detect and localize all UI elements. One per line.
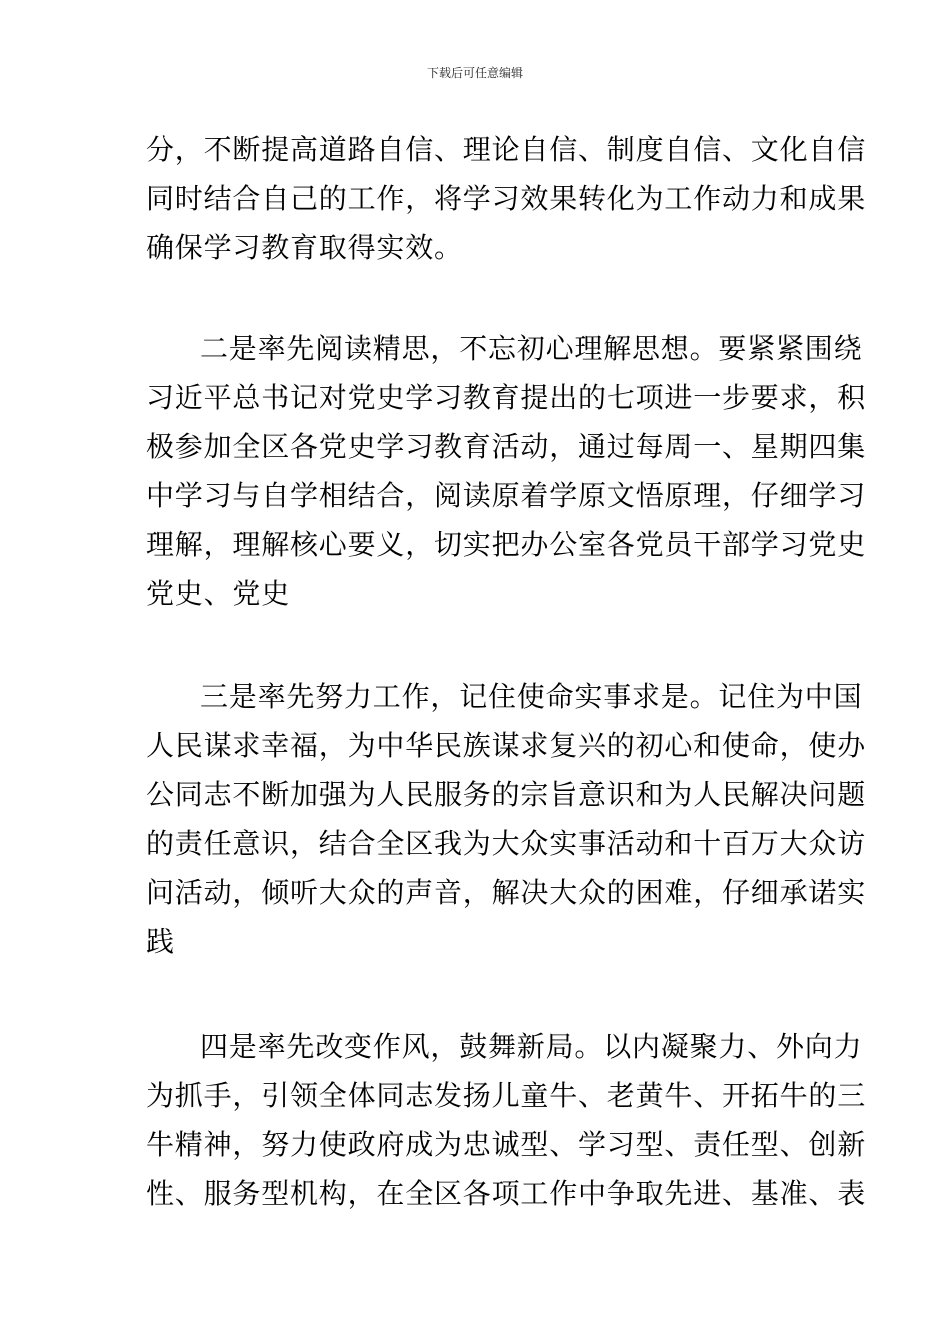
paragraph-line: 牛精神，努力使政府成为忠诚型、学习型、责任型、创新 xyxy=(146,1128,867,1161)
paragraph-line: 党史、党史 xyxy=(146,577,291,610)
paragraph-line: 公同志不断加强为人民服务的宗旨意识和为人民解决问题 xyxy=(146,778,867,811)
paragraph-line: 三是率先努力工作，记住使命实事求是。记住为中国 xyxy=(200,680,863,713)
paragraph-line: 同时结合自己的工作，将学习效果转化为工作动力和成果 xyxy=(146,182,867,215)
paragraph-line: 习近平总书记对党史学习教育提出的七项进一步要求，积 xyxy=(146,381,867,414)
paragraph-line: 分，不断提高道路自信、理论自信、制度自信、文化自信 xyxy=(146,133,867,166)
page-header: 下载后可任意编辑 xyxy=(426,66,523,80)
paragraph-line: 极参加全区各党史学习教育活动，通过每周一、星期四集 xyxy=(146,430,867,463)
paragraph-line: 四是率先改变作风，鼓舞新局。以内凝聚力、外向力 xyxy=(200,1030,863,1063)
paragraph-line: 二是率先阅读精思，不忘初心理解思想。要紧紧围绕 xyxy=(200,332,863,365)
paragraph-line: 人民谋求幸福，为中华民族谋求复兴的初心和使命，使办 xyxy=(146,729,867,762)
paragraph-line: 理解，理解核心要义，切实把办公室各党员干部学习党史 xyxy=(146,528,867,561)
paragraph-3 xyxy=(146,672,867,966)
paragraph-line: 为抓手，引领全体同志发扬儿童牛、老黄牛、开拓牛的三 xyxy=(146,1079,867,1112)
paragraph-line: 确保学习教育取得实效。 xyxy=(146,231,463,264)
paragraph-line: 践 xyxy=(146,925,175,958)
paragraph-1 xyxy=(146,125,867,272)
paragraph-line: 性、服务型机构，在全区各项工作中争取先进、基准、表 xyxy=(146,1177,867,1210)
paragraph-2 xyxy=(146,324,867,618)
paragraph-line: 问活动，倾听大众的声音，解决大众的困难，仔细承诺实 xyxy=(146,876,867,909)
paragraph-line: 的责任意识，结合全区我为大众实事活动和十百万大众访 xyxy=(146,827,867,860)
paragraph-line: 中学习与自学相结合，阅读原着学原文悟原理，仔细学习 xyxy=(146,479,867,512)
paragraph-4 xyxy=(146,1022,867,1218)
